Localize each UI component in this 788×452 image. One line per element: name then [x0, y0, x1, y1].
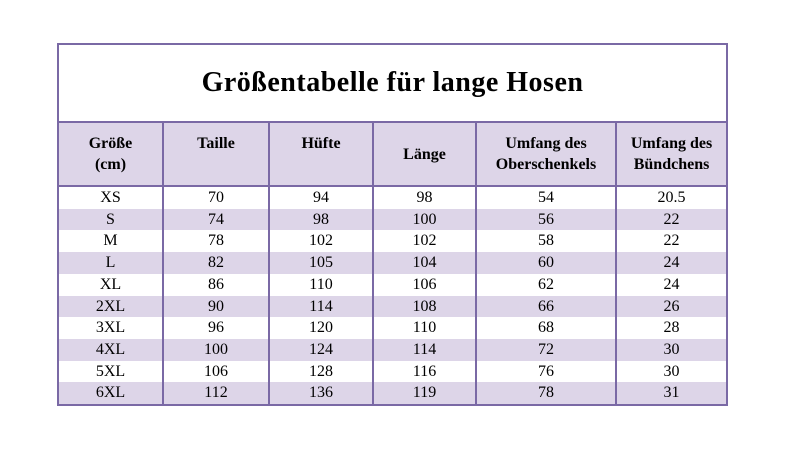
- value-cell: 62: [476, 274, 616, 296]
- value-cell: 98: [373, 186, 476, 209]
- column-header-huefte: [269, 122, 373, 186]
- column-header-line: Hüfte: [301, 135, 341, 152]
- value-cell: 102: [269, 230, 373, 252]
- column-header-laenge: [373, 122, 476, 186]
- value-cell: 102: [373, 230, 476, 252]
- value-cell: 110: [269, 274, 373, 296]
- value-cell: 74: [163, 209, 269, 231]
- value-cell: 66: [476, 296, 616, 318]
- value-cell: 56: [476, 209, 616, 231]
- value-cell: 120: [269, 317, 373, 339]
- size-cell: 2XL: [95, 297, 126, 315]
- size-cell: XS: [100, 189, 121, 206]
- value-cell: 31: [616, 382, 727, 405]
- value-cell: 78: [476, 382, 616, 405]
- value-cell: 116: [373, 361, 476, 383]
- size-cell: 6XL: [95, 384, 126, 402]
- table-title: Größentabelle für lange Hosen: [58, 44, 727, 122]
- column-header-line: (cm): [94, 156, 127, 173]
- header-row: [58, 122, 727, 186]
- value-cell: 72: [476, 339, 616, 361]
- value-cell: 106: [373, 274, 476, 296]
- value-cell: 96: [163, 317, 269, 339]
- table-row-l: [58, 252, 727, 274]
- value-cell: 30: [616, 339, 727, 361]
- value-cell: 136: [269, 382, 373, 405]
- value-cell: 100: [373, 209, 476, 231]
- table-row-4xl: [58, 339, 727, 361]
- value-cell: 24: [616, 252, 727, 274]
- value-cell: 106: [163, 361, 269, 383]
- table-row-xs: [58, 186, 727, 209]
- size-cell: 5XL: [95, 362, 126, 380]
- value-cell: 114: [269, 296, 373, 318]
- title-row: [58, 44, 727, 122]
- value-cell: 60: [476, 252, 616, 274]
- size-cell: S: [106, 210, 115, 228]
- table-row-s: [58, 209, 727, 231]
- value-cell: 108: [373, 296, 476, 318]
- value-cell: 124: [269, 339, 373, 361]
- table-row-xl: [58, 274, 727, 296]
- column-header-groesse: [58, 122, 163, 186]
- value-cell: 26: [616, 296, 727, 318]
- table-row-3xl: [58, 317, 727, 339]
- size-cell: M: [103, 232, 118, 250]
- value-cell: 112: [163, 382, 269, 405]
- size-cell: 3XL: [95, 319, 126, 337]
- value-cell: 104: [373, 252, 476, 274]
- value-cell: 82: [163, 252, 269, 274]
- value-cell: 86: [163, 274, 269, 296]
- size-table: [57, 43, 728, 406]
- table-body: [58, 186, 727, 405]
- value-cell: 22: [616, 209, 727, 231]
- column-header-line: Größe: [88, 135, 133, 152]
- column-header-line: Länge: [403, 145, 446, 163]
- table-row-6xl: [58, 382, 727, 405]
- value-cell: 20.5: [616, 186, 727, 209]
- value-cell: 128: [269, 361, 373, 383]
- size-cell: L: [105, 254, 116, 272]
- value-cell: 78: [163, 230, 269, 252]
- value-cell: 68: [476, 317, 616, 339]
- value-cell: 114: [373, 339, 476, 361]
- column-header-line: [272, 154, 370, 175]
- column-header-line: Umfang des: [630, 135, 713, 152]
- value-cell: 30: [616, 361, 727, 383]
- column-header-taille: [163, 122, 269, 186]
- value-cell: 58: [476, 230, 616, 252]
- column-header-line: Taille: [197, 135, 235, 152]
- column-header-oberschenkel: [476, 122, 616, 186]
- value-cell: 98: [269, 209, 373, 231]
- table-row-m: [58, 230, 727, 252]
- value-cell: 105: [269, 252, 373, 274]
- column-header-buendchen: [616, 122, 727, 186]
- value-cell: 100: [163, 339, 269, 361]
- value-cell: 110: [373, 317, 476, 339]
- value-cell: 28: [616, 317, 727, 339]
- value-cell: 54: [476, 186, 616, 209]
- size-cell: 4XL: [95, 340, 126, 358]
- column-header-line: Oberschenkels: [495, 156, 597, 173]
- column-header-line: [166, 154, 266, 175]
- value-cell: 70: [163, 186, 269, 209]
- column-header-line: Bündchens: [633, 156, 710, 173]
- table-row-5xl: [58, 361, 727, 383]
- value-cell: 94: [269, 186, 373, 209]
- column-header-line: Umfang des: [505, 135, 587, 152]
- value-cell: 24: [616, 274, 727, 296]
- size-cell: XL: [99, 275, 122, 293]
- table-row-2xl: [58, 296, 727, 318]
- value-cell: 76: [476, 361, 616, 383]
- value-cell: 119: [373, 382, 476, 405]
- value-cell: 90: [163, 296, 269, 318]
- value-cell: 22: [616, 230, 727, 252]
